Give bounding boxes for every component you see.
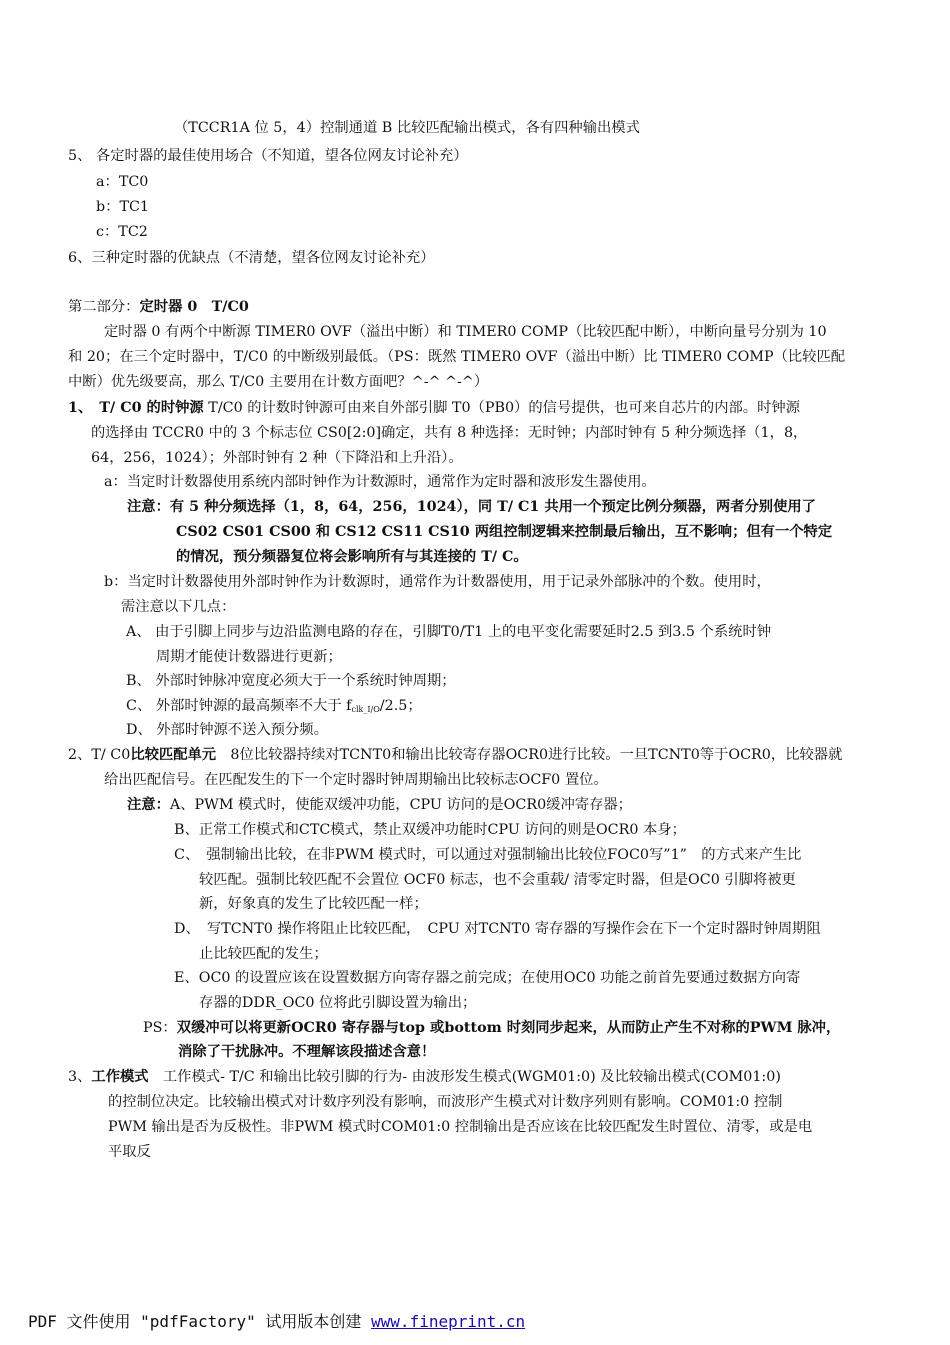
note-line: CS02 CS01 CS00 和 CS12 CS11 CS10 两组控制逻辑来控制最后输出，互不影响；但有一个特定 — [176, 524, 833, 540]
ps-label: PS： — [143, 1020, 177, 1036]
section-5-heading: 5、 各定时器的最佳使用场合（不知道，望各位网友讨论补充） — [68, 148, 468, 164]
paragraph-line: 平取反 — [108, 1144, 151, 1160]
note-item: D、 写TCNT0 操作将阻止比较匹配， CPU 对TCNT0 寄存器的写操作会在下一个定时器时钟周期阻 — [174, 921, 821, 937]
part-title: 定时器 0 T/C0 — [139, 299, 249, 315]
note-item-continued: 存器的DDR_OC0 位将此引脚设置为输出； — [199, 995, 477, 1011]
text-line: （TCCR1A 位 5，4）控制通道 B 比较匹配输出模式，各有四种输出模式 — [174, 120, 640, 136]
section-number: 3、 — [68, 1069, 92, 1085]
note-line — [127, 795, 632, 815]
paragraph-text: T/C0 的计数时钟源可由来自外部引脚 T0（PB0）的信号提供，也可来自芯片的内部。时钟源 — [203, 400, 800, 416]
paragraph-line: 和 20；在三个定时器中，T/C0 的中断级别最低。（PS：既然 TIMER0 OVF（溢出中断）比 TIMER0 COMP（比较匹配 — [68, 349, 846, 365]
ps-line — [143, 1018, 840, 1038]
list-item: a：TC0 — [96, 174, 149, 190]
part-label: 第二部分： — [68, 299, 140, 315]
paragraph-line: 的控制位决定。比较输出模式对计数序列没有影响，而波形产生模式对计数序列则有影响。COM01:0 控制 — [108, 1094, 783, 1110]
list-item: A、 由于引脚上同步与边沿监测电路的存在，引脚T0/T1 上的电平变化需要延时2.5 到3.5 个系统时钟 — [126, 624, 772, 640]
section-number: 2、T/ C0 — [68, 747, 131, 763]
note-text: A、PWM 模式时，使能双缓冲功能，CPU 访问的是OCR0缓冲寄存器； — [169, 797, 632, 813]
section-6-heading: 6、三种定时器的优缺点（不清楚，望各位网友讨论补充） — [68, 250, 435, 266]
paragraph-line: 64，256，1024）；外部时钟有 2 种（下降沿和上升沿）。 — [91, 450, 463, 466]
list-item: B、 外部时钟脉冲宽度必须大于一个系统时钟周期； — [126, 673, 456, 689]
paragraph-text: 工作模式- T/C 和输出比较引脚的行为- 由波形发生模式(WGM01:0) 及比较输出模式(COM01:0) — [148, 1069, 781, 1085]
subsection-title: 工作模式 — [91, 1069, 149, 1085]
note-item: E、OC0 的设置应该在设置数据方向寄存器之前完成；在使用OC0 功能之前首先要通过数据方向寄 — [174, 970, 801, 986]
note-line: 的情况，预分频器复位将会影响所有与其连接的 T/ C。 — [176, 549, 528, 565]
ps-line: 消除了干扰脉冲。不理解该段描述含意！ — [178, 1044, 436, 1060]
paragraph-line: 需注意以下几点： — [121, 599, 236, 615]
ps-text: 双缓冲可以将更新OCR0 寄存器与top 或bottom 时刻同步起来，从而防止产生不对称的PWM 脉冲， — [176, 1020, 841, 1036]
note-item-continued: 较匹配。强制比较匹配不会置位 OCF0 标志，也不会重载/ 清零定时器，但是OC0 引脚将被更 — [199, 872, 796, 888]
note-item: B、正常工作模式和CTC模式，禁止双缓冲功能时CPU 访问的则是OCR0 本身； — [174, 822, 686, 838]
paragraph-line: PWM 输出是否为反极性。非PWM 模式时COM01:0 控制输出是否应该在比较匹配发生时置位、清零，或是电 — [108, 1119, 813, 1135]
note-line: 注意：有 5 种分频选择（1，8，64，256，1024），同 T/ C1 共用一个预定比例分频器，两者分别使用了 — [127, 499, 816, 515]
note-label: 注意： — [127, 797, 170, 813]
compare-unit-heading — [68, 745, 842, 765]
part-two-heading — [68, 297, 249, 317]
list-item-text: C、 外部时钟源的最高频率不大于 f — [126, 698, 352, 714]
note-item-continued: 新，好象真的发生了比较匹配一样； — [199, 896, 428, 912]
paragraph-line: b：当定时计数器使用外部时钟作为计数源时，通常作为计数器使用，用于记录外部脉冲的个数。使用时， — [104, 574, 771, 590]
list-item: b：TC1 — [96, 199, 150, 215]
list-item-text: /2.5； — [379, 698, 422, 714]
list-item-continued: 周期才能使计数器进行更新； — [156, 649, 342, 665]
list-item: c：TC2 — [96, 224, 148, 240]
paragraph-line: a：当定时计数器使用系统内部时钟作为计数源时，通常作为定时器和波形发生器使用。 — [104, 474, 656, 490]
subsection-title: 1、 T/ C0 的时钟源 — [68, 400, 204, 416]
note-item-continued: 止比较匹配的发生； — [199, 946, 328, 962]
list-item — [126, 696, 422, 720]
pdf-footer — [28, 1309, 525, 1332]
paragraph-line: 中断）优先级要高，那么 T/C0 主要用在计数方面吧？^-^ ^-^） — [68, 374, 489, 390]
note-item: C、 强制输出比较，在非PWM 模式时，可以通过对强制输出比较位FOC0写”1” 的方式来产生比 — [174, 847, 802, 863]
list-item: D、 外部时钟源不送入预分频。 — [126, 722, 328, 738]
subscript: clk_I/O — [351, 705, 380, 714]
subsection-title: 比较匹配单元 — [130, 747, 217, 763]
paragraph-line: 给出匹配信号。在匹配发生的下一个定时器时钟周期输出比较标志OCF0 置位。 — [104, 772, 608, 788]
footer-link[interactable]: www.fineprint.cn — [371, 1312, 526, 1331]
paragraph-text: 8位比较器持续对TCNT0和输出比较寄存器OCR0进行比较。一旦TCNT0等于OCR0，比较器就 — [216, 747, 843, 763]
footer-text: PDF 文件使用 "pdfFactory" 试用版本创建 — [28, 1312, 372, 1331]
paragraph-line: 的选择由 TCCR0 中的 3 个标志位 CS0[2:0]确定，共有 8 种选择：无时钟；内部时钟有 5 种分频选择（1，8， — [91, 425, 808, 441]
paragraph-line: 定时器 0 有两个中断源 TIMER0 OVF（溢出中断）和 TIMER0 COMP（比较匹配中断），中断向量号分别为 10 — [104, 324, 827, 340]
clock-source-heading — [68, 398, 800, 418]
work-mode-heading — [68, 1067, 781, 1087]
